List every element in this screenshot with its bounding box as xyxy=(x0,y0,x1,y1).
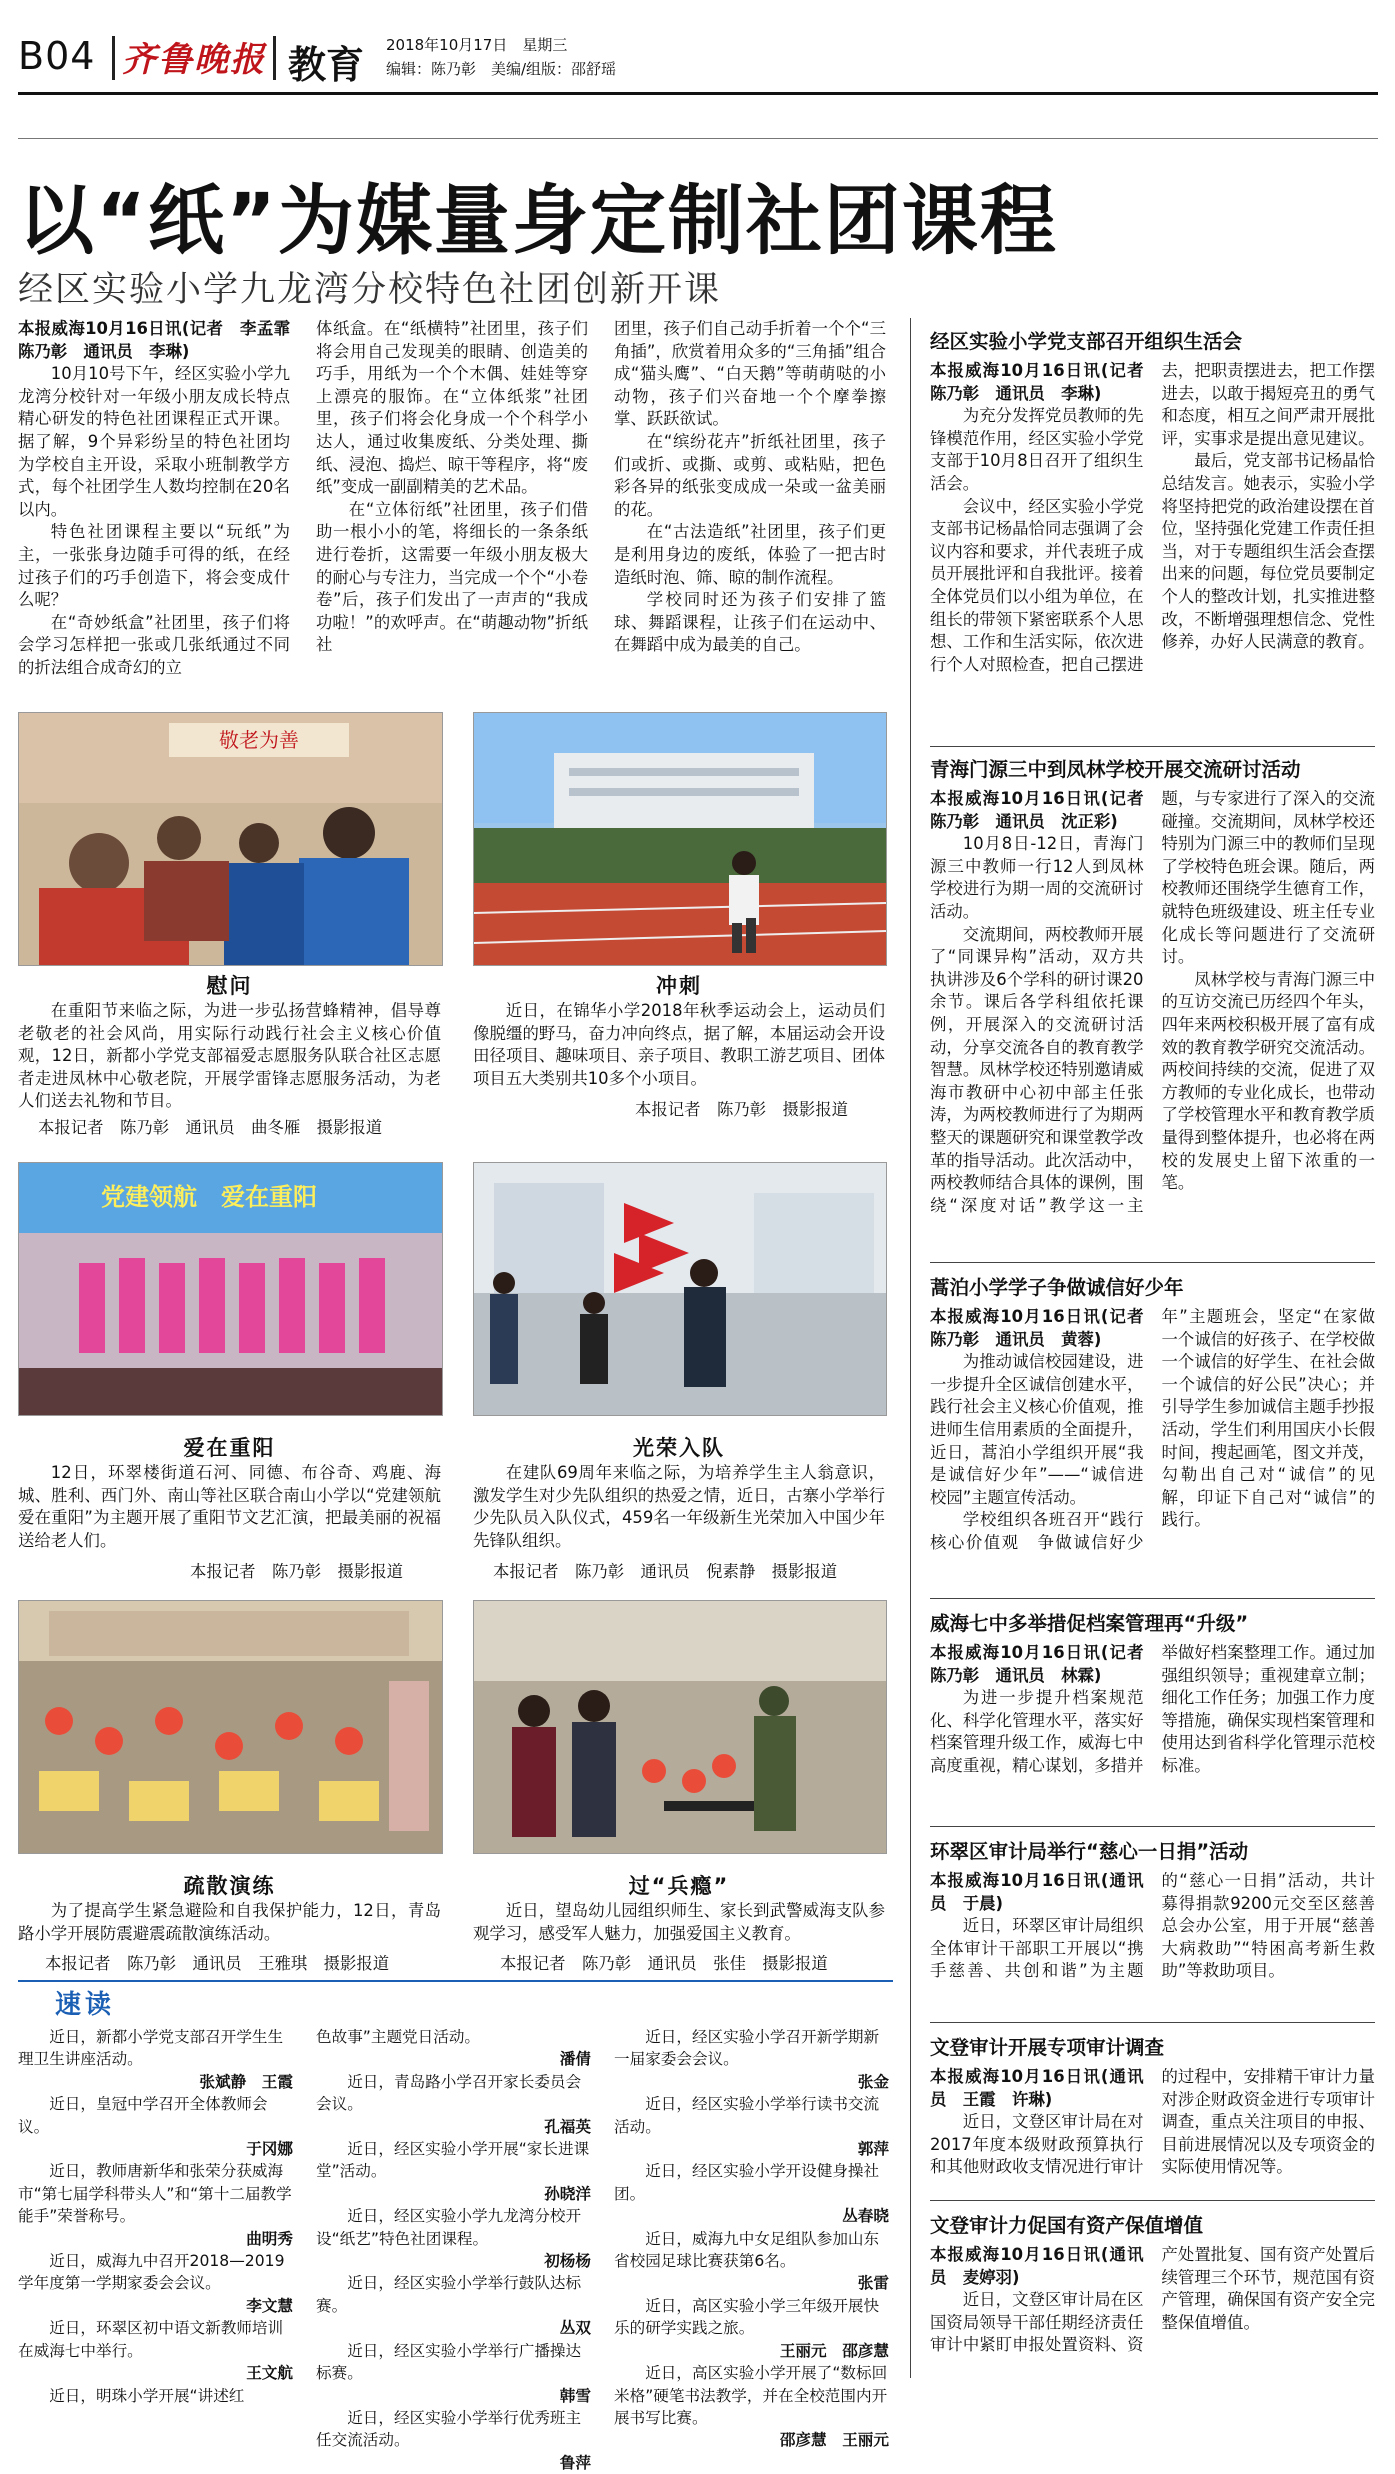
story-divider xyxy=(930,1262,1375,1263)
main-story-paragraph: 在“缤纷花卉”折纸社团里，孩子们或折、或撕、或剪、或粘贴，把色彩各异的纸张变成成一朵或一盆美丽的花。 xyxy=(614,431,886,519)
photo-caption-title: 冲刺 xyxy=(656,974,702,998)
main-story-col3 xyxy=(614,318,886,657)
page-number: B04 xyxy=(18,34,96,78)
main-story-paragraph: 特色社团课程主要以“玩纸”为主，一张张身边随手可得的纸，在经过孩子们的巧手创造下，将会变成什么呢？ xyxy=(18,522,290,610)
right-story-title: 蒿泊小学学子争做诚信好少年 xyxy=(930,1276,1184,1299)
header-rule-thin xyxy=(18,138,1378,139)
briefs-col1: 近日，新都小学党支部召开学生生理卫生讲座活动。 张斌静 王霞 近日，皇冠中学召开全体教师会议。 于冈娜 近日，教师唐新华和张荣分获威海市“第七届学科带头人”和“第十二届教学能手”荣誉称号。 曲明秀 近日，威海九中召开2018—2019学年度第一学期家委会会议。 李文慧 近日，环翠区初中语文新教师培训在威海七中举行。 王文航 近日，明珠小学开展“讲述红 xyxy=(18,2028,293,2405)
right-story-body: 本报威海10月16日讯(记者 陈乃彰 通讯员 沈正彩) 10月8日-12日，青海门源三中教师一行12人到凤林学校进行为期一周的交流研讨活动。 交流期间，两校教师开展了“同课异构”活动，双方共执讲涉及6个学科的研讨课20余节。课后各学科组依托课例，开展深入的交流研讨活动，分享交流各自的教育教学智慧。凤林学校还特别邀请威海市教研中心初中部主任张涛，为两校教师进行了为期两整天的课题研究和课堂教学改革的指导活动。此次活动中，两校教师结合具体的课例，围绕“深度对话”教学这一主题，与专家进行了深入的交流碰撞。交流期间，凤林学校还特别为门源三中的教师们呈现了学校特色班会课。随后，两校教师还围绕学生德育工作，就特色班级建设、班主任专业化成长等问题进行了交流研讨。 凤林学校与青海门源三中的互访交流已历经四个年头，四年来两校积极开展了富有成效的教育教学研究交流活动。两校间持续的交流，促进了双方教师的专业化成长，也带动了学校管理水平和教育教学质量得到整体提升，也必将在两校的发展史上留下浓重的一笔。 xyxy=(930,789,1375,1215)
photo-sign-text: 敬老为善 xyxy=(219,728,299,752)
main-story-col1 xyxy=(18,318,307,680)
column-separator xyxy=(910,318,911,2378)
photo-caption-title: 慰问 xyxy=(206,974,253,998)
photo-credit: 本报记者 陈乃彰 通讯员 曲冬雁 摄影报道 xyxy=(38,1118,383,1137)
main-story-paragraph: 在“奇妙纸盒”社团里，孩子们将会学习怎样把一张或几张纸通过不同的折法组合成奇幻的立 xyxy=(18,612,290,677)
photo-caption-body: 12日，环翠楼街道石河、同德、布谷奇、鸡鹿、海城、胜利、西门外、南山等社区联合南山小学以“党建领航 爱在重阳”为主题开展了重阳节文艺汇演，把最美丽的祝福送给老人们。 xyxy=(18,1463,458,1550)
main-story-paragraph: 团里，孩子们自己动手折着一个个“三角插”，欣赏着用众多的“三角插”组合成“猫头鹰”、“白天鹅”等萌萌哒的小动物，孩子们兴奋地一个个摩拳擦掌、跃跃欲试。 xyxy=(614,319,886,429)
main-story-paragraph: 在“立体衍纸”社团里，孩子们借助一根小小的笔，将细长的一条条纸进行卷折，这需要一年级小朋友极大的耐心与专注力，当完成一个个“小卷卷”后，孩子们发出了一声声的“我成功啦！”的欢呼声。在“萌趣动物”折纸社 xyxy=(316,499,588,655)
photo-caption-title: 疏散演练 xyxy=(183,1874,276,1898)
story-divider xyxy=(930,1598,1375,1599)
story-divider xyxy=(930,2200,1375,2201)
right-story-body: 本报威海10月16日讯(记者 陈乃彰 通讯员 黄蓉) 为推动诚信校园建设，进一步提升全区诚信创建水平，践行社会主义核心价值观，推进师生信用素质的全面提升，近日，蒿泊小学组织开展“我是诚信好少年”——“诚信进校园”主题宣传活动。 学校组织各班召开“践行核心价值观 争做诚信好少年”主题班会，坚定“在家做一个诚信的好孩子、在学校做一个诚信的好学生、在社会做一个诚信的好公民”决心；并引导学生参加诚信主题手抄报活动，学生们利用国庆小长假时间，搜起画笔，图文并茂，勾勒出自己对“诚信”的见解，印证下自己对“诚信”的践行。 xyxy=(930,1307,1375,1552)
photo-caption-body: 在重阳节来临之际，为进一步弘扬营蜂精神，倡导尊老敬老的社会风尚，用实际行动践行社会主义核心价值观，12日，新都小学党支部福爱志愿服务队联合社区志愿者走进凤林中心敬老院，开展学雷锋志愿服务活动，为老人们送去礼物和节目。 xyxy=(18,1001,441,1111)
page-header xyxy=(18,30,1378,88)
photo-caption-body: 为了提高学生紧急避险和自我保护能力，12日，青岛路小学开展防震避震疏散演练活动。 xyxy=(18,1901,441,1943)
main-subhead: 经区实验小学九龙湾分校特色社团创新开课 xyxy=(18,270,722,310)
right-story-body: 本报威海10月16日讯(通讯员 王霞 许琳) 近日，文登区审计局在对2017年度本级财政预算执行和其他财政收支情况进行审计的过程中，安排精干审计力量对涉企财政资金进行专项审计调查，重点关注项目的申报、目前进展情况以及专项资金的实际使用情况等。 xyxy=(930,2067,1375,2177)
photo-credit: 本报记者 陈乃彰 通讯员 倪素静 摄影报道 xyxy=(493,1562,838,1581)
right-story-title: 威海七中多举措促档案管理再“升级” xyxy=(930,1612,1249,1635)
header-divider xyxy=(112,36,115,80)
right-story-body: 本报威海10月16日讯(通讯员 于晨) 近日，环翠区审计局组织全体审计干部职工开展以“携手慈善、共创和谐”为主题的“慈心一日捐”活动，共计募得捐款9200元交至区慈善总会办公室，用于开展“慈善大病救助”“特困高考新生救助”等救助项目。 xyxy=(930,1871,1375,1981)
right-story-title: 经区实验小学党支部召开组织生活会 xyxy=(930,330,1243,353)
header-divider xyxy=(273,36,276,80)
date-line: 2018年10月17日 星期三 xyxy=(386,36,568,54)
photo-elderly-visit xyxy=(18,712,443,966)
photo-credit: 本报记者 陈乃彰 摄影报道 xyxy=(190,1562,404,1581)
photo-credit: 本报记者 陈乃彰 摄影报道 xyxy=(635,1100,849,1119)
photo-credit: 本报记者 陈乃彰 通讯员 张佳 摄影报道 xyxy=(500,1954,828,1973)
main-story-col2 xyxy=(316,318,588,657)
photo-caption-title: 光荣入队 xyxy=(633,1436,725,1460)
briefs-col2: 色故事”主题党日活动。 潘倩 近日，青岛路小学召开家长委员会会议。 孔福英 近日，经区实验小学开展“家长进课堂”活动。 孙晓洋 近日，经区实验小学九龙湾分校开设“纸艺”特色社团课程。 初杨杨 近日，经区实验小学举行鼓队达标赛。 丛双 近日，经区实验小学举行广播操达标赛。 韩雪 近日，经区实验小学举行优秀班主任交流活动。 鲁萍 xyxy=(316,2028,591,2472)
right-story-body: 本报威海10月16日讯(通讯员 麦婷羽) 近日，文登区审计局在区国资局领导干部任期经济责任审计中紧盯申报处置资料、资产处置批复、国有资产处置后续管理三个环节，规范国有资产管理，确保国有资产安全完整保值增值。 xyxy=(930,2245,1375,2355)
photo-sprint xyxy=(473,712,887,966)
right-story-title: 文登审计力促国有资产保值增值 xyxy=(930,2214,1204,2237)
right-story-body: 本报威海10月16日讯(记者 陈乃彰 通讯员 林霖) 为进一步提升档案规范化、科学化管理水平，落实好档案管理升级工作，威海七中高度重视，精心谋划，多措并举做好档案整理工作。通过加强组织领导；重视建章立制；细化工作任务；加强工作力度等措施，确保实现档案管理和使用达到省科学化管理示范校标准。 xyxy=(930,1643,1375,1775)
photo-credit: 本报记者 陈乃彰 通讯员 王雅琪 摄影报道 xyxy=(45,1954,390,1973)
section-name: 教育 xyxy=(288,43,365,87)
main-story-lead: 本报威海10月16日讯(记者 李孟霏 陈乃彰 通讯员 李琳) xyxy=(18,319,307,361)
right-story-title: 文登审计开展专项审计调查 xyxy=(930,2036,1165,2059)
photo-caption-body: 近日，在锦华小学2018年秋季运动会上，运动员们像脱缰的野马，奋力冲向终点，据了解，本届运动会开设田径项目、趣味项目、亲子项目、教职工游艺项目、团体项目五大类别共10多个小项目。 xyxy=(473,1001,885,1088)
photo-double-ninth-performance xyxy=(18,1162,443,1416)
right-story-body: 本报威海10月16日讯(记者 陈乃彰 通讯员 李琳) 为充分发挥党员教师的先锋模范作用，经区实验小学党支部于10月8日召开了组织生活会。 会议中，经区实验小学党支部书记杨晶恰同志强调了会议内容和要求，并代表班子成员开展批评和自我批评。接着全体党员们以小组为单位，在组长的带领下紧密联系个人思想、工作和生活实际，依次进行个人对照检查，把自己摆进去，把职责摆进去，把工作摆进去，以敢于揭短亮丑的勇气和态度，相互之间严肃开展批评，实事求是提出意见建议。 最后，党支部书记杨晶恰总结发言。她表示，实验小学将坚持把党的政治建设摆在首位，坚持强化党建工作责任担当，对于专题组织生活会查摆出来的问题，每位党员要制定个人的整改计划，扎实推进整改，不断增强理想信念、党性修养，办好人民满意的教育。 xyxy=(930,361,1375,674)
photo-caption-title: 过“兵瘾” xyxy=(628,1874,730,1898)
editors-line: 编辑：陈乃彰 美编/组版：邵舒瑶 xyxy=(386,60,617,78)
story-divider xyxy=(930,1826,1375,1827)
main-headline: 以“纸”为媒量身定制社团课程 xyxy=(18,176,1058,265)
photo-young-pioneers xyxy=(473,1162,887,1416)
newspaper-logo: 齐鲁晚报 xyxy=(122,40,266,80)
photo-military-visit xyxy=(473,1600,887,1854)
main-story-paragraph: 学校同时还为孩子们安排了篮球、舞蹈课程，让孩子们在运动中、在舞蹈中成为最美的自己。 xyxy=(614,590,886,655)
main-story-paragraph: 体纸盒。在“纸横特”社团里，孩子们将会用自己发现美的眼睛、创造美的巧手，用纸为一个个木偶、娃娃等穿上漂亮的服饰。在“立体纸浆”社团里，孩子们将会化身成一个个科学小达人，通过收集废纸、分类处理、撕纸、浸泡、捣烂、晾干等程序，将“废纸”变成一副副精美的艺术品。 xyxy=(316,319,588,497)
photo-banner-text: 党建领航 爱在重阳 xyxy=(101,1183,317,1211)
photo-caption-title: 爱在重阳 xyxy=(183,1436,276,1460)
briefs-rule xyxy=(18,1980,893,1982)
photo-caption-body: 在建队69周年来临之际，为培养学生主人翁意识，激发学生对少先队组织的热爱之情，近日，古寨小学举行少先队员入队仪式，459名一年级新生光荣加入中国少年先锋队组织。 xyxy=(473,1463,885,1550)
briefs-title: 速读 xyxy=(55,1990,116,2020)
right-story-title: 环翠区审计局举行“慈心一日捐”活动 xyxy=(930,1840,1249,1863)
main-story-paragraph: 10月10号下午，经区实验小学九龙湾分校针对一年级小朋友成长特点精心研发的特色社团课程正式开课。据了解，9个异彩纷呈的特色社团均为学校自主开设，采取小班制教学方式，每个社团学生人数均控制在20名以内。 xyxy=(18,364,290,519)
right-story-title: 青海门源三中到凤林学校开展交流研讨活动 xyxy=(930,758,1301,781)
header-rule xyxy=(18,92,1378,95)
story-divider xyxy=(930,746,1375,747)
photo-caption-body: 近日，望岛幼儿园组织师生、家长到武警威海支队参观学习，感受军人魅力，加强爱国主义教育。 xyxy=(473,1901,885,1943)
briefs-col3: 近日，经区实验小学召开新学期新一届家委会会议。 张金 近日，经区实验小学举行读书交流活动。 郭萍 近日，经区实验小学开设健身操社团。 丛春晓 近日，威海九中女足组队参加山东省校园足球比赛获第6名。 张雷 近日，高区实验小学三年级开展快乐的研学实践之旅。 王丽元 邵彦慧 近日，高区实验小学开展了“数标回米格”硬笔书法教学，并在全校范围内开展书写比赛。 邵彦慧 王丽元 xyxy=(614,2028,889,2450)
main-story-paragraph: 在“古法造纸”社团里，孩子们更是利用身边的废纸，体验了一把古时造纸时泡、筛、晾的制作流程。 xyxy=(614,522,886,587)
story-divider xyxy=(930,2022,1375,2023)
photo-evacuation-drill xyxy=(18,1600,443,1854)
